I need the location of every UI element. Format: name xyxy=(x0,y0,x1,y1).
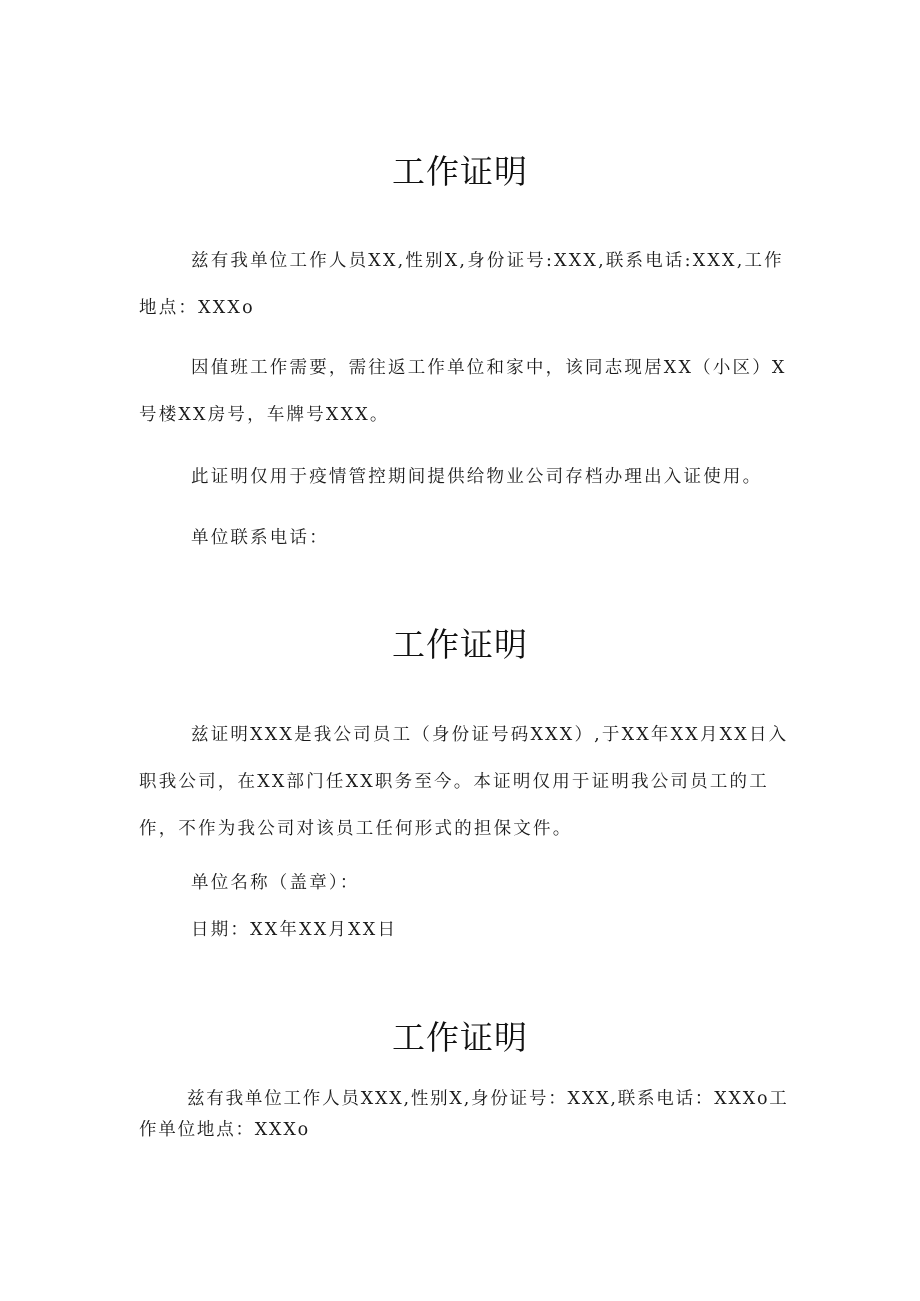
body-paragraph: 兹有我单位工作人员XX,性别X,身份证号:XXX,联系电话:XXX,工作地点：XXXo xyxy=(139,251,784,318)
certificate-title: 工作证明 xyxy=(392,625,528,664)
date-line: 日期：XX年XX月XX日 xyxy=(191,920,398,940)
certificate-title: 工作证明 xyxy=(392,1018,528,1057)
body-paragraph: 此证明仅用于疫情管控期间提供给物业公司存档办理出入证使用。 xyxy=(191,467,763,487)
body-paragraph: 兹有我单位工作人员XXX,性别X,身份证号：XXX,联系电话：XXXo工作单位地点：XXXo xyxy=(139,1089,789,1140)
unit-phone-label: 单位联系电话： xyxy=(191,528,329,548)
body-paragraph: 因值班工作需要，需往返工作单位和家中，该同志现居XX（小区）X号楼XX房号，车牌号XXX。 xyxy=(139,358,787,425)
certificate-title: 工作证明 xyxy=(392,152,528,191)
body-paragraph: 兹证明XXX是我公司员工（身份证号码XXX）,于XX年XX月XX日入职我公司，在XX部门任XX职务至今。本证明仅用于证明我公司员工的工作，不作为我公司对该员工任何形式的担保文件。 xyxy=(139,725,789,839)
unit-name-seal-label: 单位名称（盖章）： xyxy=(191,873,360,893)
